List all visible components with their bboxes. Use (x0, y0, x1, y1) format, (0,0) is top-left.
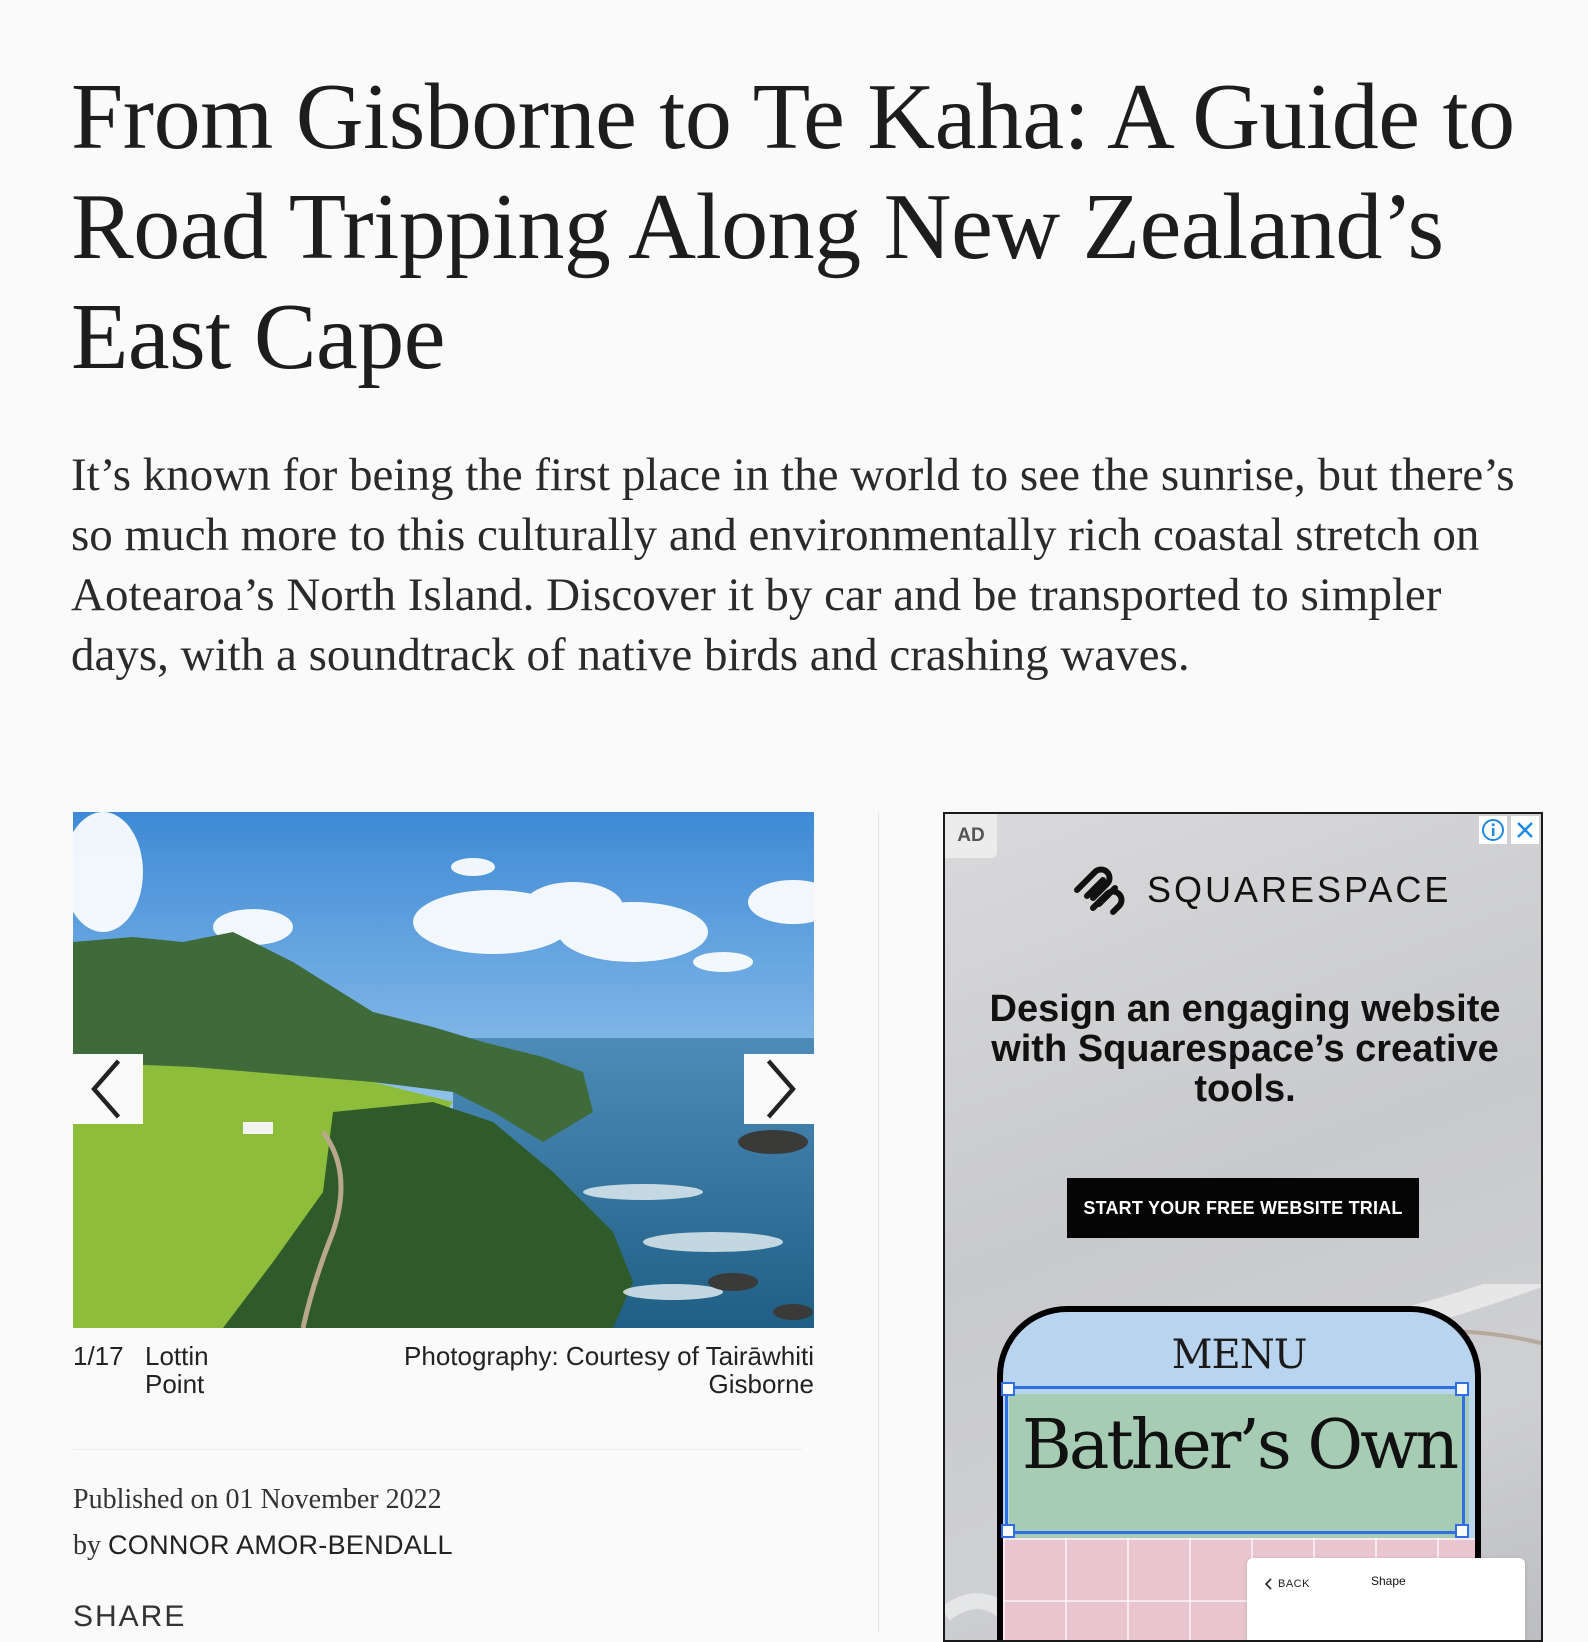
squarespace-brand[interactable] (1069, 864, 1451, 916)
selection-handle (1001, 1524, 1015, 1538)
selection-box (1005, 1386, 1465, 1534)
divider (73, 1449, 802, 1450)
author-link[interactable]: CONNOR AMOR-BENDALL (108, 1530, 453, 1560)
share-label[interactable]: SHARE (73, 1600, 187, 1633)
ad-label: AD (945, 814, 997, 858)
published-date: Published on 01 November 2022 (73, 1484, 442, 1515)
gallery-next-button[interactable] (744, 1054, 814, 1124)
article-standfirst: It’s known for being the first place in the world to see the sunrise, but there’s so much more to this culturally and environmentally rich coastal stretch on Aotearoa’s North Island. Discover it by car and be transported to simpler days, with a soundtrack of native birds and crashing waves. (71, 449, 1515, 681)
mock-back-button (1265, 1578, 1310, 1590)
ad-headline: Design an engaging website with Squarespace’s creative tools. (989, 988, 1501, 1110)
ad-controls (1479, 816, 1539, 844)
info-icon[interactable] (1479, 816, 1507, 844)
gallery-image-title: Lottin Point (145, 1341, 209, 1399)
mock-back-label: BACK (1278, 1578, 1310, 1590)
chevron-right-icon (744, 1054, 814, 1124)
brand-name: SQUARESPACE (1147, 869, 1452, 910)
photo-gallery[interactable] (73, 812, 814, 1328)
chevron-left-icon (73, 1054, 143, 1124)
mock-site-name: Bather’s Own (1021, 1406, 1457, 1485)
close-icon[interactable] (1511, 816, 1539, 844)
gallery-prev-button[interactable] (73, 1054, 143, 1124)
article-headline: From Gisborne to Te Kaha: A Guide to Road Tripping Along New Zealand’s East Cape (71, 65, 1515, 389)
byline (73, 1530, 453, 1562)
selection-handle (1455, 1382, 1469, 1396)
byline-prefix: by (73, 1530, 101, 1561)
gallery-photo (73, 812, 814, 1328)
selection-handle (1001, 1382, 1015, 1396)
start-trial-button[interactable]: START YOUR FREE WEBSITE TRIAL (1067, 1178, 1419, 1238)
gallery-caption (73, 1342, 814, 1406)
gallery-counter: 1/17 (73, 1341, 124, 1371)
chevron-left-icon (1265, 1578, 1273, 1590)
mock-panel-title: Shape (1371, 1574, 1406, 1588)
column-divider (878, 812, 879, 1632)
advertisement[interactable] (943, 812, 1543, 1642)
squarespace-logo-icon (1069, 864, 1131, 916)
gallery-photo-credit: Photography: Courtesy of Tairāwhiti Gisborne (404, 1341, 814, 1399)
selection-handle (1455, 1524, 1469, 1538)
mock-menu-label: MENU (1171, 1332, 1307, 1378)
mock-editor-panel (1247, 1558, 1525, 1642)
